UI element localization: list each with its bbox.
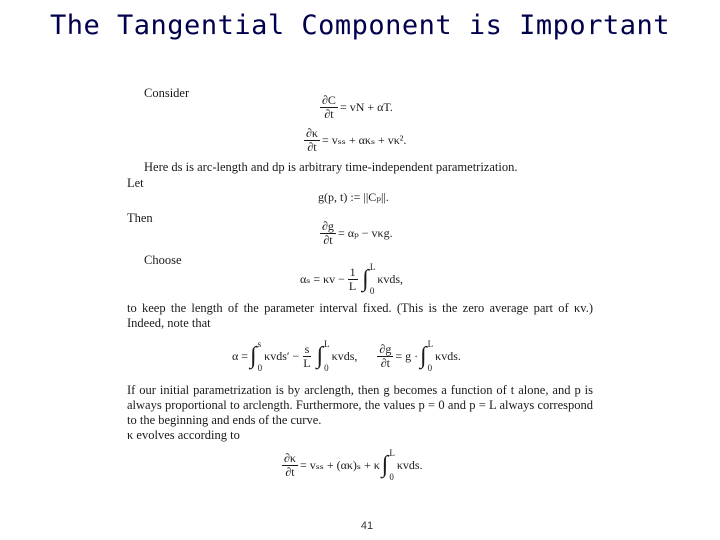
eq2-denominator: ∂t [307, 140, 317, 154]
eq7-int-lower: 0 [389, 472, 394, 482]
eq5-rhs: κvds, [377, 271, 404, 286]
eq6-mid: κvds′ − [264, 348, 300, 363]
integral-sign: ∫ L 0 [381, 448, 395, 482]
eq5-int-upper: L [369, 262, 376, 272]
text-here: Here ds is arc-length and dp is arbitrary time-independent parametrization. [144, 160, 518, 174]
eq6b-int-upper: L [427, 339, 434, 349]
text-kappa-evolves: κ evolves according to [127, 428, 240, 442]
eq6-int1-upper: s [257, 339, 262, 349]
integral-sign: ∫ L 0 [420, 339, 434, 373]
eq6-frac-num: s [304, 341, 310, 356]
eq3-text: g(p, t) := ||Cₚ||. [318, 190, 389, 204]
eq6b-numerator: ∂g [379, 341, 392, 356]
equation-curve-evolution [318, 94, 393, 121]
eq2-numerator: ∂κ [306, 126, 318, 140]
eq7-int-upper: L [389, 448, 395, 458]
eq6-frac-den: L [303, 355, 311, 370]
eq6-end: κvds, [331, 348, 358, 363]
equation-curvature-evolution [302, 127, 406, 154]
equation-kappa-final [280, 448, 423, 482]
text-arclength: If our initial parametrization is by arclength, then g becomes a function of t alone, and p is always proportional to arclength. Furthermore, the values p = 0 and p = L always correspond to the beginning and ends of the curve. [127, 383, 593, 427]
text-let: Let [127, 176, 144, 190]
eq5-frac-num: 1 [349, 264, 356, 279]
eq5-int-lower: 0 [369, 286, 375, 296]
eq6b-end: κvds. [435, 348, 461, 363]
eq6-lhs: α = [232, 348, 249, 363]
eq6-int2-upper: L [324, 339, 330, 349]
eq5-frac-den: L [348, 278, 357, 293]
integral-sign: ∫ L 0 [362, 262, 376, 296]
eq4-denominator: ∂t [323, 233, 333, 247]
text-keep-length: to keep the length of the parameter interval fixed. (This is the zero average part of κv.) Indeed, note that [127, 301, 593, 330]
text-consider: Consider [144, 86, 190, 100]
eq2-rhs: = vₛₛ + ακₛ + vκ². [321, 133, 407, 147]
equation-g-definition [318, 190, 389, 205]
eq1-rhs: = vN + αT. [339, 100, 393, 114]
eq7-mid: = vₛₛ + (ακ)ₛ + κ [299, 457, 380, 472]
eq4-rhs: = αₚ − vκg. [337, 226, 393, 240]
eq7-numerator: ∂κ [284, 450, 296, 465]
eq7-end: κvds. [396, 457, 423, 472]
text-then: Then [127, 211, 153, 225]
eq6-int1-lower: 0 [257, 363, 263, 373]
text-choose: Choose [144, 253, 182, 267]
eq7-denominator: ∂t [285, 464, 295, 479]
equation-alpha-s [300, 262, 403, 296]
page-number: 41 [360, 520, 374, 532]
eq6b-mid: = g · [395, 348, 419, 363]
eq4-numerator: ∂g [322, 219, 334, 233]
eq6b-denominator: ∂t [380, 355, 390, 370]
eq1-denominator: ∂t [324, 107, 334, 121]
equation-alpha-integral [232, 339, 461, 373]
eq5-lhs: αₛ = κv − [300, 271, 345, 286]
eq1-numerator: ∂C [322, 93, 336, 107]
eq6-int2-lower: 0 [324, 363, 329, 373]
eq6b-int-lower: 0 [427, 363, 433, 373]
integral-sign: ∫ s 0 [250, 339, 263, 373]
slide-title: The Tangential Component is Important [50, 10, 670, 41]
equation-g-evolution [318, 220, 393, 247]
integral-sign: ∫ L 0 [316, 339, 330, 373]
